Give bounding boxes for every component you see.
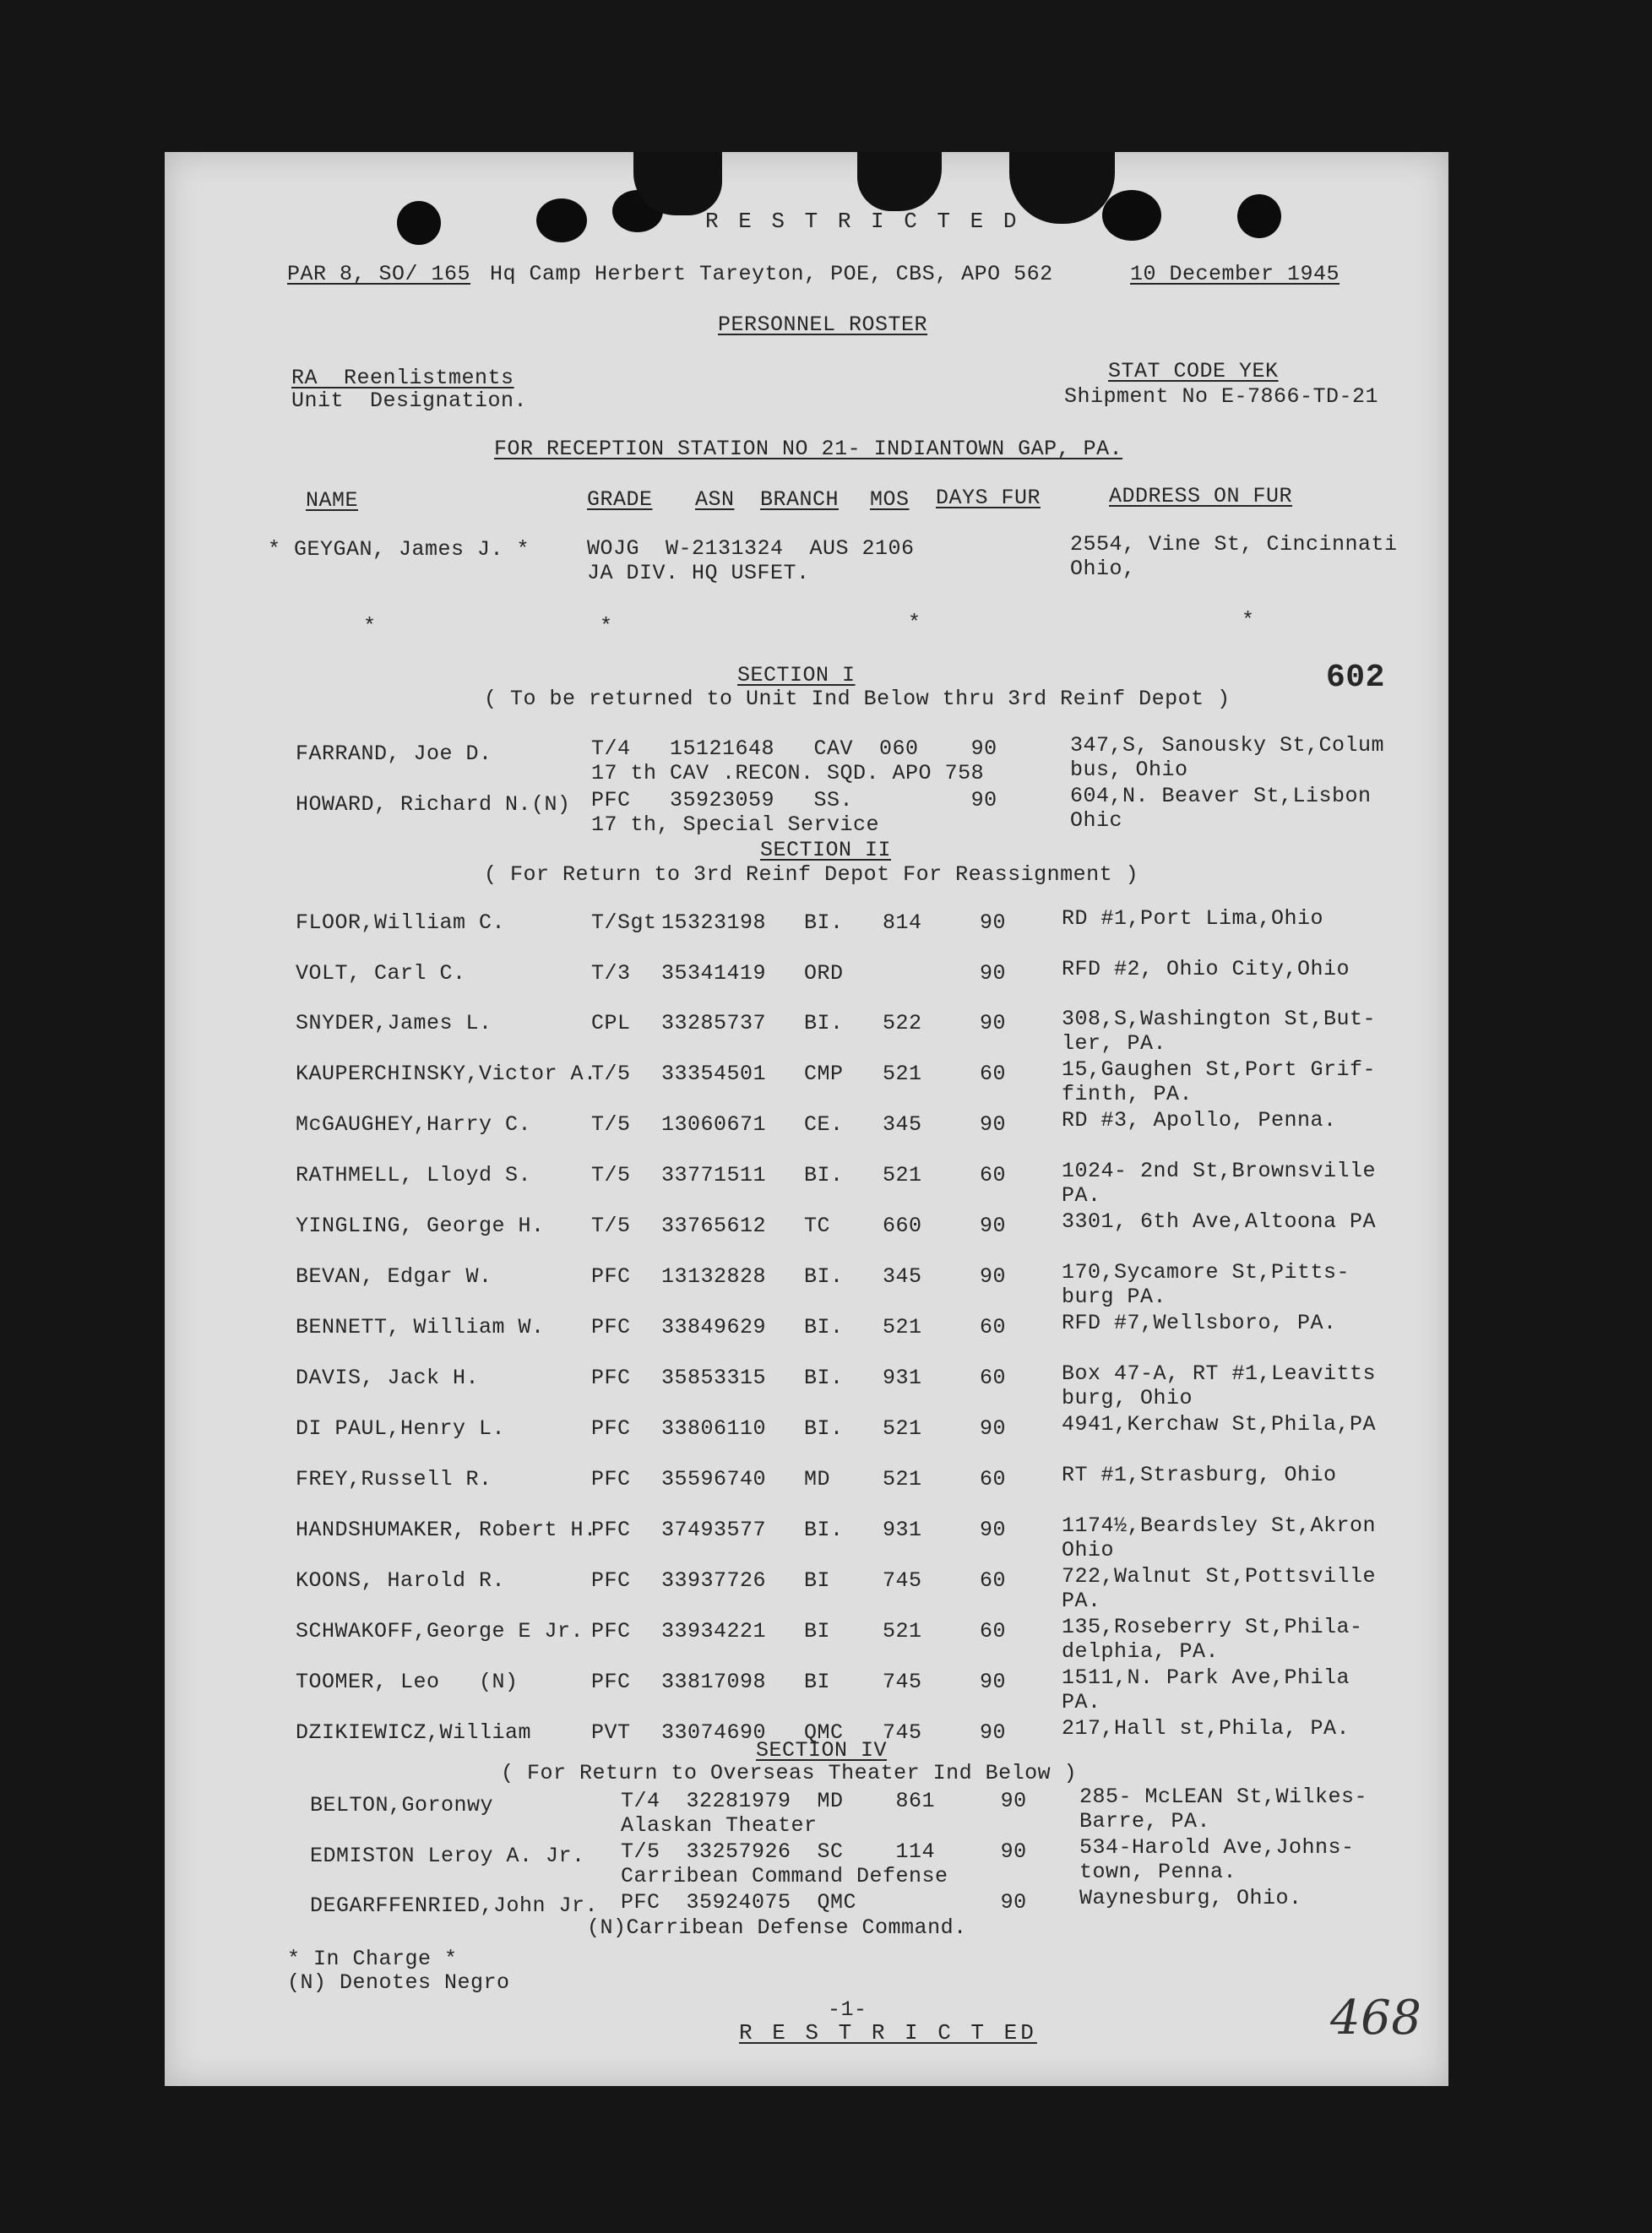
col-days: DAYS FUR bbox=[936, 486, 1041, 510]
separator-asterisk: * bbox=[908, 611, 921, 635]
roster-line: T/4 32281979 MD 861 90 bbox=[621, 1789, 1027, 1813]
separator-asterisk: * bbox=[600, 614, 613, 638]
roster-mos: 345 bbox=[883, 1264, 922, 1289]
roster-grade: PVT bbox=[591, 1720, 631, 1745]
restricted-footer: R E S T R I C T ED bbox=[739, 2020, 1037, 2046]
col-branch: BRANCH bbox=[760, 487, 840, 512]
roster-grade: PFC bbox=[591, 1568, 631, 1593]
roster-asn: 33937726 bbox=[661, 1568, 767, 1593]
roster-branch: BI bbox=[804, 1670, 831, 1694]
in-charge-line: JA DIV. HQ USFET. bbox=[587, 561, 810, 585]
col-grade: GRADE bbox=[587, 487, 653, 512]
roster-name: SCHWAKOFF,George E Jr. bbox=[296, 1619, 584, 1644]
roster-grade: T/5 bbox=[591, 1112, 631, 1137]
roster-address-cont: delphia, PA. bbox=[1062, 1639, 1220, 1664]
roster-addr: 1511,N. Park Ave,Phila bbox=[1062, 1665, 1350, 1690]
roster-branch: MD bbox=[804, 1467, 831, 1491]
roster-name: TOOMER, Leo (N) bbox=[296, 1670, 519, 1694]
roster-branch: BI. bbox=[804, 1163, 844, 1187]
roster-name: DI PAUL,Henry L. bbox=[296, 1416, 506, 1441]
col-address: ADDRESS ON FUR bbox=[1109, 484, 1293, 508]
roster-branch: BI. bbox=[804, 1315, 844, 1339]
roster-asn: 33074690 bbox=[661, 1720, 767, 1745]
roster-address-cont: Ohio bbox=[1062, 1538, 1115, 1562]
roster-address-cont: ler, PA. bbox=[1062, 1031, 1167, 1056]
roster-name: DAVIS, Jack H. bbox=[296, 1366, 480, 1390]
roster-grade: T/5 bbox=[591, 1062, 631, 1086]
roster-grade: PFC bbox=[591, 1366, 631, 1390]
roster-name: McGAUGHEY,Harry C. bbox=[296, 1112, 532, 1137]
roster-name: BEVAN, Edgar W. bbox=[296, 1264, 492, 1289]
roster-mos: 814 bbox=[883, 910, 922, 935]
punch-hole bbox=[536, 198, 587, 242]
roster-asn: 35853315 bbox=[661, 1366, 767, 1390]
footnote-negro: (N) Denotes Negro bbox=[287, 1970, 510, 1995]
roster-addr: 1174½,Beardsley St,Akron bbox=[1062, 1513, 1377, 1538]
roster-branch: BI. bbox=[804, 1264, 844, 1289]
roster-name: EDMISTON Leroy A. Jr. bbox=[310, 1844, 585, 1868]
roster-grade: PFC bbox=[591, 1416, 631, 1441]
roster-name: YINGLING, George H. bbox=[296, 1214, 545, 1238]
roster-mos: 521 bbox=[883, 1467, 922, 1491]
col-name: NAME bbox=[306, 488, 359, 513]
roster-days: 60 bbox=[980, 1315, 1007, 1339]
roster-address: 347,S, Sanousky St,Colum bbox=[1070, 733, 1385, 758]
roster-addr: 217,Hall st,Phila, PA. bbox=[1062, 1716, 1350, 1741]
torn-edge bbox=[1009, 152, 1115, 224]
roster-mos: 745 bbox=[883, 1568, 922, 1593]
roster-grade: PFC bbox=[591, 1518, 631, 1542]
roster-branch: BI bbox=[804, 1568, 831, 1593]
roster-addr: 1024- 2nd St,Brownsville bbox=[1062, 1159, 1377, 1183]
roster-days: 90 bbox=[980, 1670, 1007, 1694]
unit-value: RA Reenlistments bbox=[291, 366, 514, 390]
roster-branch: QMC bbox=[804, 1720, 844, 1745]
roster-name: HOWARD, Richard N.(N) bbox=[296, 792, 571, 817]
roster-branch: TC bbox=[804, 1214, 831, 1238]
roster-mos: 345 bbox=[883, 1112, 922, 1137]
roster-grade: PFC bbox=[591, 1467, 631, 1491]
roster-mos: 745 bbox=[883, 1720, 922, 1745]
roster-mos: 521 bbox=[883, 1315, 922, 1339]
section-4-note: ( For Return to Overseas Theater Ind Below ) bbox=[501, 1761, 1078, 1785]
col-asn: ASN bbox=[695, 487, 735, 512]
roster-asn: 37493577 bbox=[661, 1518, 767, 1542]
roster-address: Barre, PA. bbox=[1079, 1809, 1211, 1834]
roster-asn: 33849629 bbox=[661, 1315, 767, 1339]
roster-days: 90 bbox=[980, 1214, 1007, 1238]
footnote-in-charge: * In Charge * bbox=[287, 1947, 458, 1971]
section-1-note: ( To be returned to Unit Ind Below thru 3rd Reinf Depot ) bbox=[484, 687, 1231, 711]
roster-address: town, Penna. bbox=[1079, 1860, 1237, 1884]
roster-line: PFC 35924075 QMC 90 bbox=[621, 1890, 1027, 1915]
roster-grade: PFC bbox=[591, 1619, 631, 1644]
roster-address-cont: burg, Ohio bbox=[1062, 1386, 1193, 1410]
roster-branch: BI. bbox=[804, 1416, 844, 1441]
paragraph-ref: PAR 8, SO/ 165 bbox=[287, 262, 471, 286]
roster-days: 90 bbox=[980, 1720, 1007, 1745]
roster-days: 90 bbox=[980, 1264, 1007, 1289]
roster-days: 60 bbox=[980, 1467, 1007, 1491]
roster-days: 90 bbox=[980, 1112, 1007, 1137]
roster-days: 90 bbox=[980, 910, 1007, 935]
stamp-number: 602 bbox=[1326, 660, 1385, 696]
roster-address-cont: PA. bbox=[1062, 1690, 1101, 1714]
roster-asn: 33354501 bbox=[661, 1062, 767, 1086]
torn-edge bbox=[857, 152, 942, 211]
roster-mos: 521 bbox=[883, 1619, 922, 1644]
roster-name: BENNETT, William W. bbox=[296, 1315, 545, 1339]
roster-addr: RT #1,Strasburg, Ohio bbox=[1062, 1463, 1337, 1487]
punch-hole bbox=[397, 201, 441, 245]
roster-address: bus, Ohio bbox=[1070, 758, 1188, 782]
roster-days: 90 bbox=[980, 1011, 1007, 1035]
roster-grade: PFC bbox=[591, 1264, 631, 1289]
roster-name: RATHMELL, Lloyd S. bbox=[296, 1163, 532, 1187]
roster-address: 285- McLEAN St,Wilkes- bbox=[1079, 1785, 1368, 1809]
roster-name: DZIKIEWICZ,William bbox=[296, 1720, 532, 1745]
roster-asn: 35596740 bbox=[661, 1467, 767, 1491]
roster-mos: 660 bbox=[883, 1214, 922, 1238]
roster-branch: BI. bbox=[804, 1011, 844, 1035]
section-2-note: ( For Return to 3rd Reinf Depot For Reassignment ) bbox=[484, 862, 1139, 887]
roster-asn: 13060671 bbox=[661, 1112, 767, 1137]
roster-addr: RD #1,Port Lima,Ohio bbox=[1062, 906, 1324, 931]
unit-label: Unit Designation. bbox=[291, 388, 528, 413]
roster-addr: 15,Gaughen St,Port Grif- bbox=[1062, 1057, 1377, 1082]
roster-branch: BI bbox=[804, 1619, 831, 1644]
document-page bbox=[165, 152, 1448, 2086]
roster-asn: 13132828 bbox=[661, 1264, 767, 1289]
roster-line: 17 th, Special Service bbox=[591, 812, 880, 837]
document-date: 10 December 1945 bbox=[1130, 262, 1340, 286]
roster-name: KOONS, Harold R. bbox=[296, 1568, 506, 1593]
roster-name: FREY,Russell R. bbox=[296, 1467, 492, 1491]
roster-days: 60 bbox=[980, 1062, 1007, 1086]
separator-asterisk: * bbox=[363, 614, 377, 638]
in-charge-line: WOJG W-2131324 AUS 2106 bbox=[587, 536, 915, 561]
roster-line: PFC 35923059 SS. 90 bbox=[591, 788, 997, 812]
roster-asn: 35341419 bbox=[661, 961, 767, 986]
roster-grade: T/Sgt bbox=[591, 910, 657, 935]
roster-line: (N)Carribean Defense Command. bbox=[587, 1915, 967, 1940]
roster-mos: 521 bbox=[883, 1416, 922, 1441]
destination: FOR RECEPTION STATION NO 21- INDIANTOWN GAP, PA. bbox=[494, 437, 1123, 461]
punch-hole bbox=[1102, 190, 1161, 241]
in-charge-name: * GEYGAN, James J. * bbox=[268, 537, 530, 562]
roster-addr: 135,Roseberry St,Phila- bbox=[1062, 1615, 1363, 1639]
roster-grade: T/5 bbox=[591, 1163, 631, 1187]
shipment-number: Shipment No E-7866-TD-21 bbox=[1064, 384, 1379, 409]
roster-name: DEGARFFENRIED,John Jr. bbox=[310, 1893, 599, 1918]
roster-address-cont: PA. bbox=[1062, 1589, 1101, 1613]
roster-grade: PFC bbox=[591, 1670, 631, 1694]
roster-days: 60 bbox=[980, 1619, 1007, 1644]
roster-grade: T/5 bbox=[591, 1214, 631, 1238]
roster-address: 604,N. Beaver St,Lisbon bbox=[1070, 784, 1372, 808]
roster-name: VOLT, Carl C. bbox=[296, 961, 466, 986]
roster-name: BELTON,Goronwy bbox=[310, 1793, 494, 1817]
roster-days: 60 bbox=[980, 1568, 1007, 1593]
roster-addr: Box 47-A, RT #1,Leavitts bbox=[1062, 1361, 1377, 1386]
roster-asn: 33806110 bbox=[661, 1416, 767, 1441]
roster-line: T/4 15121648 CAV 060 90 bbox=[591, 736, 997, 761]
roster-name: FLOOR,William C. bbox=[296, 910, 506, 935]
roster-days: 60 bbox=[980, 1366, 1007, 1390]
roster-name: HANDSHUMAKER, Robert H. bbox=[296, 1518, 597, 1542]
in-charge-address: 2554, Vine St, Cincinnati bbox=[1070, 532, 1398, 557]
section-2-title: SECTION II bbox=[760, 838, 892, 862]
handwritten-number: 468 bbox=[1330, 1991, 1422, 2046]
roster-asn: 33934221 bbox=[661, 1619, 767, 1644]
roster-branch: CMP bbox=[804, 1062, 844, 1086]
page-number: -1- bbox=[828, 1997, 867, 2022]
roster-name: SNYDER,James L. bbox=[296, 1011, 492, 1035]
roster-asn: 15323198 bbox=[661, 910, 767, 935]
restricted-header: R E S T R I C T E D bbox=[705, 209, 1020, 234]
roster-addr: RFD #2, Ohio City,Ohio bbox=[1062, 957, 1350, 981]
roster-address-cont: PA. bbox=[1062, 1183, 1101, 1208]
roster-line: Alaskan Theater bbox=[621, 1813, 818, 1838]
roster-line: 17 th CAV .RECON. SQD. APO 758 bbox=[591, 761, 985, 785]
roster-days: 90 bbox=[980, 1518, 1007, 1542]
roster-mos: 521 bbox=[883, 1062, 922, 1086]
roster-address-cont: burg PA. bbox=[1062, 1285, 1167, 1309]
roster-address: Waynesburg, Ohio. bbox=[1079, 1886, 1302, 1910]
roster-addr: 4941,Kerchaw St,Phila,PA bbox=[1062, 1412, 1377, 1437]
stat-code: STAT CODE YEK bbox=[1108, 359, 1279, 383]
roster-mos: 521 bbox=[883, 1163, 922, 1187]
col-mos: MOS bbox=[870, 487, 910, 512]
roster-addr: RD #3, Apollo, Penna. bbox=[1062, 1108, 1337, 1133]
roster-address: 534-Harold Ave,Johns- bbox=[1079, 1835, 1355, 1860]
roster-addr: 3301, 6th Ave,Altoona PA bbox=[1062, 1209, 1377, 1234]
roster-line: T/5 33257926 SC 114 90 bbox=[621, 1839, 1027, 1864]
roster-grade: T/3 bbox=[591, 961, 631, 986]
section-1-title: SECTION I bbox=[737, 663, 856, 687]
roster-addr: 308,S,Washington St,But- bbox=[1062, 1007, 1377, 1031]
roster-branch: CE. bbox=[804, 1112, 844, 1137]
roster-mos: 931 bbox=[883, 1366, 922, 1390]
page-title: PERSONNEL ROSTER bbox=[718, 312, 928, 337]
roster-branch: BI. bbox=[804, 910, 844, 935]
roster-address-cont: finth, PA. bbox=[1062, 1082, 1193, 1106]
in-charge-address: Ohio, bbox=[1070, 557, 1136, 581]
roster-asn: 33285737 bbox=[661, 1011, 767, 1035]
roster-branch: BI. bbox=[804, 1518, 844, 1542]
roster-days: 90 bbox=[980, 961, 1007, 986]
punch-hole bbox=[1237, 194, 1281, 238]
roster-grade: CPL bbox=[591, 1011, 631, 1035]
roster-name: KAUPERCHINSKY,Victor A. bbox=[296, 1062, 597, 1086]
roster-branch: BI. bbox=[804, 1366, 844, 1390]
roster-asn: 33817098 bbox=[661, 1670, 767, 1694]
roster-grade: PFC bbox=[591, 1315, 631, 1339]
headquarters: Hq Camp Herbert Tareyton, POE, CBS, APO 562 bbox=[490, 262, 1053, 286]
roster-address: Ohic bbox=[1070, 808, 1123, 833]
separator-asterisk: * bbox=[1242, 608, 1255, 633]
roster-addr: RFD #7,Wellsboro, PA. bbox=[1062, 1311, 1337, 1335]
roster-addr: 722,Walnut St,Pottsville bbox=[1062, 1564, 1377, 1589]
roster-line: Carribean Command Defense bbox=[621, 1864, 948, 1888]
roster-branch: ORD bbox=[804, 961, 844, 986]
roster-name: FARRAND, Joe D. bbox=[296, 742, 492, 766]
roster-mos: 745 bbox=[883, 1670, 922, 1694]
roster-asn: 33765612 bbox=[661, 1214, 767, 1238]
roster-addr: 170,Sycamore St,Pitts- bbox=[1062, 1260, 1350, 1285]
section-4-title: SECTION IV bbox=[756, 1738, 888, 1763]
roster-mos: 522 bbox=[883, 1011, 922, 1035]
roster-days: 90 bbox=[980, 1416, 1007, 1441]
roster-asn: 33771511 bbox=[661, 1163, 767, 1187]
roster-days: 60 bbox=[980, 1163, 1007, 1187]
roster-mos: 931 bbox=[883, 1518, 922, 1542]
